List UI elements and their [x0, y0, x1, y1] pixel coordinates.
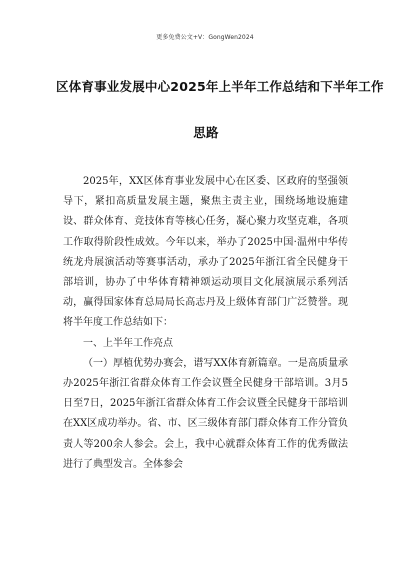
header-note: 更多免费公文+V：GongWen2024 — [156, 34, 254, 41]
section-heading: 一、上半年工作亮点 — [83, 337, 173, 349]
section-paragraph: （一）厚植优势办赛会，谱写XX体育新篇章。一是高质量承办2025年浙江省群众体育工作会议暨全民健身干部培训。3月5日至7日，2025年浙江省群众体育工作会议暨全民健身干部培训在XX区成功举办。省、市、区三级体育部门群众体育工作分管负责人等200余人参会。会上，我中心就群众体育工作的优秀做法进行了典型发言。全体参会 — [63, 357, 348, 470]
document-body — [63, 172, 348, 475]
document-title-continuation: 思路 — [193, 125, 219, 140]
intro-paragraph: 2025年，XX区体育事业发展中心在区委、区政府的坚强领导下，紧扣高质量发展主题，聚焦主责主业，围绕场地设施建设、群众体育、竞技体育等核心任务，凝心聚力攻坚克难，各项工作取得阶段性成效。今年以来，举办了2025中国·温州中华传统龙舟展演活动等赛事活动，承办了2025年浙江省全民健身干部培训，协办了中华体育精神颂运动项目文化展演展示系列活动，赢得国家体育总局局长高志丹及上级体育部门广泛赞誉。现将半年度工作总结如下： — [63, 176, 348, 329]
document-title: 区体育事业发展中心2025年上半年工作总结和下半年工作 — [56, 79, 384, 94]
